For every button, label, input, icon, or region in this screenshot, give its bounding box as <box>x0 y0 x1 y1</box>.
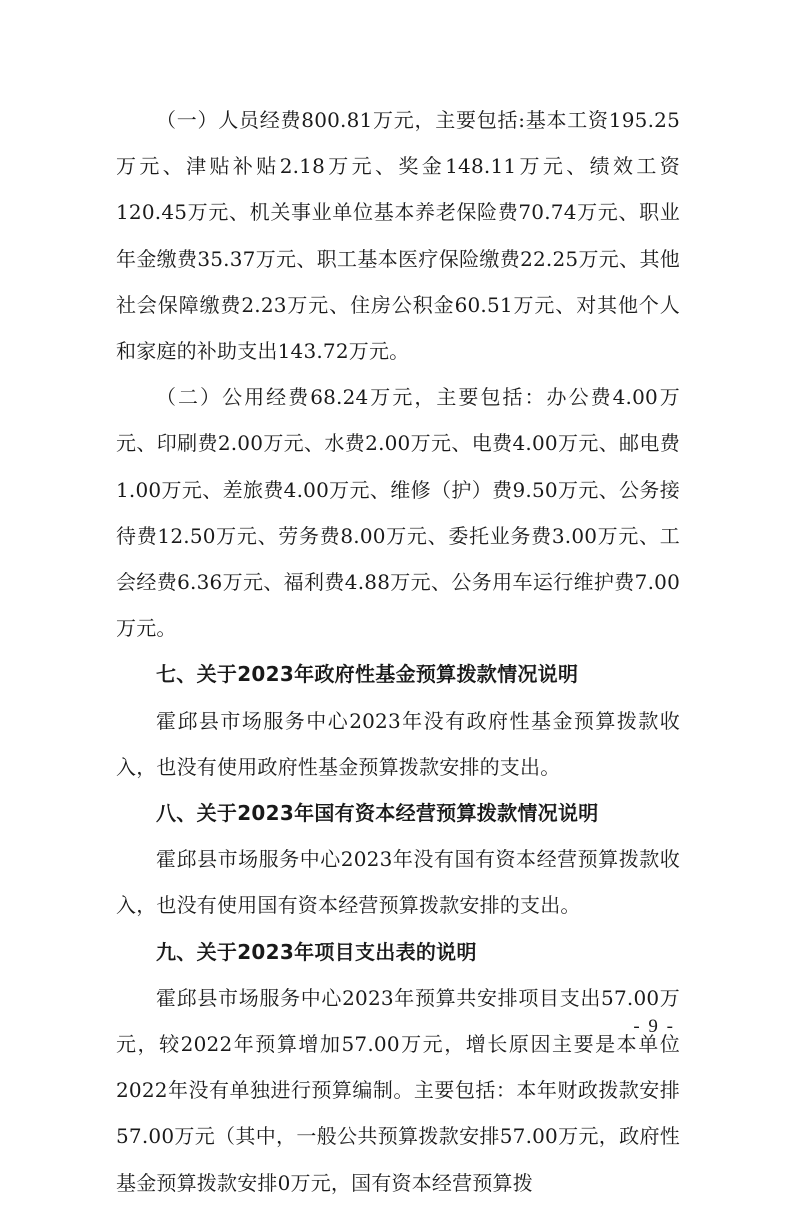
section-heading-state-capital: 八、关于2023年国有资本经营预算拨款情况说明 <box>156 801 599 826</box>
paragraph-personnel-expenses: （一）人员经费800.81万元，主要包括:基本工资195.25万元、津贴补贴2.18万元、奖金148.11万元、绩效工资120.45万元、机关事业单位基本养老保险费70.74万元、职业年金缴费35.37万元、职工基本医疗保险缴费22.25万元、其他社会保障缴费2.23万元、住房公积金60.51万元、对其他个人和家庭的补助支出143.72万元。 <box>116 108 680 364</box>
paragraph-project-expenditure: 霍邱县市场服务中心2023年预算共安排项目支出57.00万元，较2022年预算增加57.00万元，增长原因主要是本单位2022年没有单独进行预算编制。主要包括：本年财政拨款安排57.00万元（其中，一般公共预算拨款安排57.00万元，政府性基金预算拨款安排0万元，国有资本经营预算拨 <box>116 985 680 1195</box>
section-heading-project-expenditure: 九、关于2023年项目支出表的说明 <box>156 939 477 964</box>
paragraph-public-expenses: （二）公用经费68.24万元，主要包括：办公费4.00万元、印刷费2.00万元、水费2.00万元、电费4.00万元、邮电费1.00万元、差旅费4.00万元、维修（护）费9.50万元、公务接待费12.50万元、劳务费8.00万元、委托业务费3.00万元、工会经费6.36万元、福利费4.88万元、公务用车运行维护费7.00万元。 <box>116 385 680 641</box>
document-body <box>116 97 680 1206</box>
paragraph-government-fund: 霍邱县市场服务中心2023年没有政府性基金预算拨款收入，也没有使用政府性基金预算拨款安排的支出。 <box>116 708 680 779</box>
page-number: - 9 - <box>633 1016 675 1037</box>
paragraph-state-capital: 霍邱县市场服务中心2023年没有国有资本经营预算拨款收入，也没有使用国有资本经营预算拨款安排的支出。 <box>116 847 680 918</box>
section-heading-government-fund: 七、关于2023年政府性基金预算拨款情况说明 <box>156 662 579 687</box>
